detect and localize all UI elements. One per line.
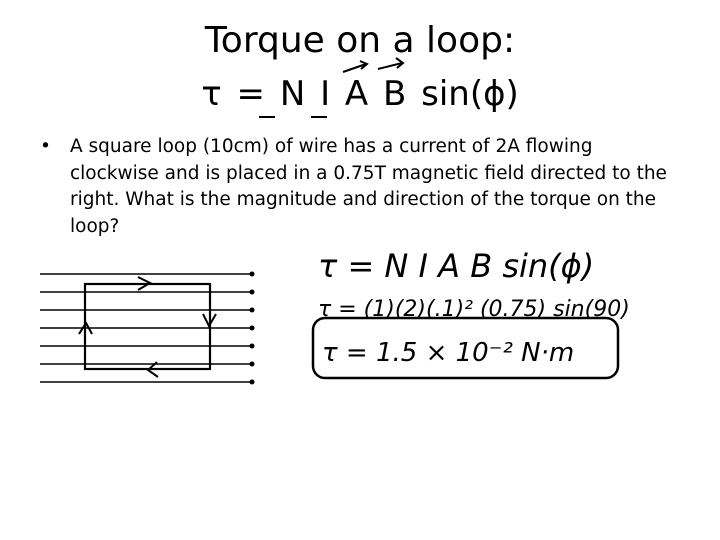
current-loop [85, 284, 210, 369]
field-arrowhead-dot [250, 380, 255, 385]
formula-tau: τ [201, 74, 222, 114]
field-arrowhead-dot [250, 272, 255, 277]
question-text: A square loop (10cm) of wire has a current of 2A flowing clockwise and is placed in a 0.75T magnetic field directed to the right. What is the magnitude and direction of the torque on the loop? [70, 136, 667, 237]
field-arrowhead-dot [250, 308, 255, 313]
field-arrowhead-dot [250, 290, 255, 295]
formula-sin: sin(ϕ) [421, 74, 519, 114]
formula-i: I [320, 74, 331, 114]
hand-line-3: τ = 1.5 × 10⁻² N·m [322, 338, 575, 368]
hand-line-1: τ = N I A B sin(ϕ) [318, 247, 595, 285]
slide-title: Torque on a loop: [204, 20, 516, 61]
formula-equals: = [236, 74, 265, 114]
vector-arrow-a [343, 61, 367, 72]
formula-n: N [279, 74, 306, 114]
field-arrowheads [250, 272, 255, 385]
formula-b: B [382, 74, 407, 114]
field-arrowhead-dot [250, 362, 255, 367]
hand-line-2: τ = (1)(2)(.1)² (0.75) sin(90) [318, 297, 630, 322]
formula-a: A [344, 74, 369, 114]
field-arrowhead-dot [250, 344, 255, 349]
bullet-dot: • [40, 136, 51, 157]
field-arrowhead-dot [250, 326, 255, 331]
vector-arrow-b [378, 58, 403, 69]
magnetic-field-lines [40, 274, 252, 382]
